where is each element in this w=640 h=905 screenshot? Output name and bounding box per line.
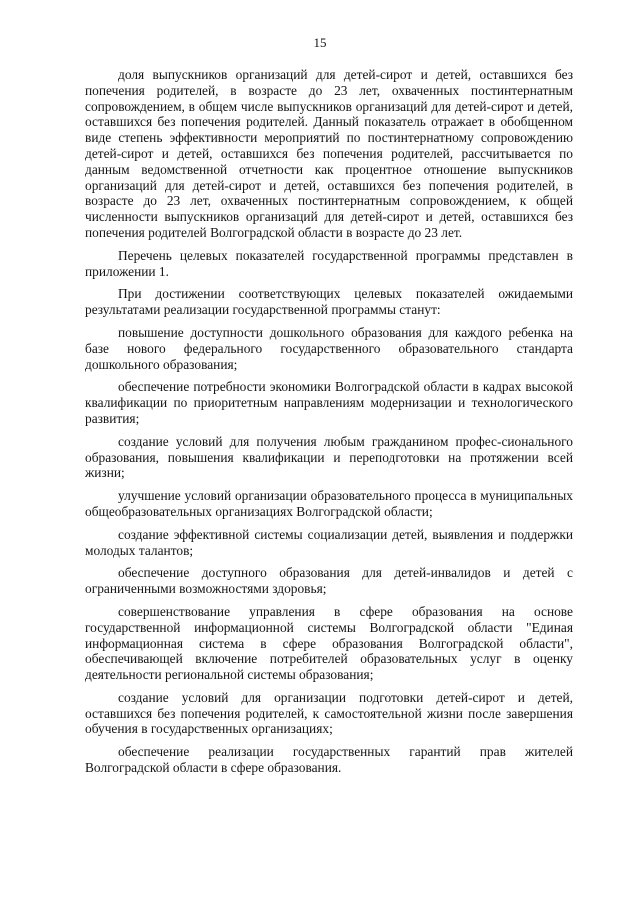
paragraph-expected-results-intro: При достижении соответствующих целевых показателей ожидаемыми результатами реализации государственной программы станут:	[85, 286, 573, 318]
list-item-inclusive-education: обеспечение доступного образования для детей-инвалидов и детей с ограниченными возможностями здоровья;	[85, 565, 573, 597]
list-item-educational-process: улучшение условий организации образовательного процесса в муниципальных общеобразовательных организациях Волгоградской области;	[85, 488, 573, 519]
list-item-orphans-preparation: создание условий для организации подготовки детей-сирот и детей, оставшихся без попечения родителей, к самостоятельной жизни после завершения обучения в государственных организациях;	[85, 689, 573, 737]
page-number: 15	[313, 35, 327, 50]
list-item-socialization: создание эффективной системы социализации детей, выявления и поддержки молодых талантов;	[85, 526, 573, 558]
document-body	[85, 67, 573, 783]
paragraph-graduates-indicator: доля выпускников организаций для детей-сирот и детей, оставшихся без попечения родителей, в возрасте до 23 лет, охваченных постинтернатным сопровождением, в общем числе выпускников организаций для детей-сирот и детей, оставшихся без попечения родителей. Данный показатель отражает в обобщенном виде степень эффективности мероприятий по постинтернатному сопровождению детей-сирот и детей, оставшихся без попечения родителей, рассчитывается по данным ведомственной отчетности как процентное отношение выпускников организаций для детей-сирот и детей, оставшихся без попечения родителей, в возрасте до 23 лет, охваченных постинтернатным сопровождением, к общей численности выпускников организаций для детей-сирот и детей, оставшихся без попечения родителей Волгоградской области в возрасте до 23 лет.	[85, 67, 573, 240]
list-item-preschool-access: повышение доступности дошкольного образования для каждого ребенка на базе нового федерального государственного образовательного стандарта дошкольного образования;	[85, 324, 573, 372]
list-item-qualified-personnel: обеспечение потребности экономики Волгоградской области в кадрах высокой квалификации по приоритетным направлениям модернизации и технологического развития;	[85, 379, 573, 426]
list-item-state-guarantees: обеспечение реализации государственных гарантий прав жителей Волгоградской области в сфере образования.	[85, 744, 573, 776]
list-item-professional-education: создание условий для получения любым гражданином профес-сионального образования, повышения квалификации и переподготовки на протяжении всей жизни;	[85, 433, 573, 481]
paragraph-indicators-list: Перечень целевых показателей государственной программы представлен в приложении 1.	[85, 247, 573, 279]
list-item-management-improvement: совершенствование управления в сфере образования на основе государственной информационной системы Волгоградской области "Единая информационная система в сфере образования Волгоградской области", обеспечивающей включение потребителей образовательных услуг в оценку деятельности региональной системы образования;	[85, 603, 573, 683]
